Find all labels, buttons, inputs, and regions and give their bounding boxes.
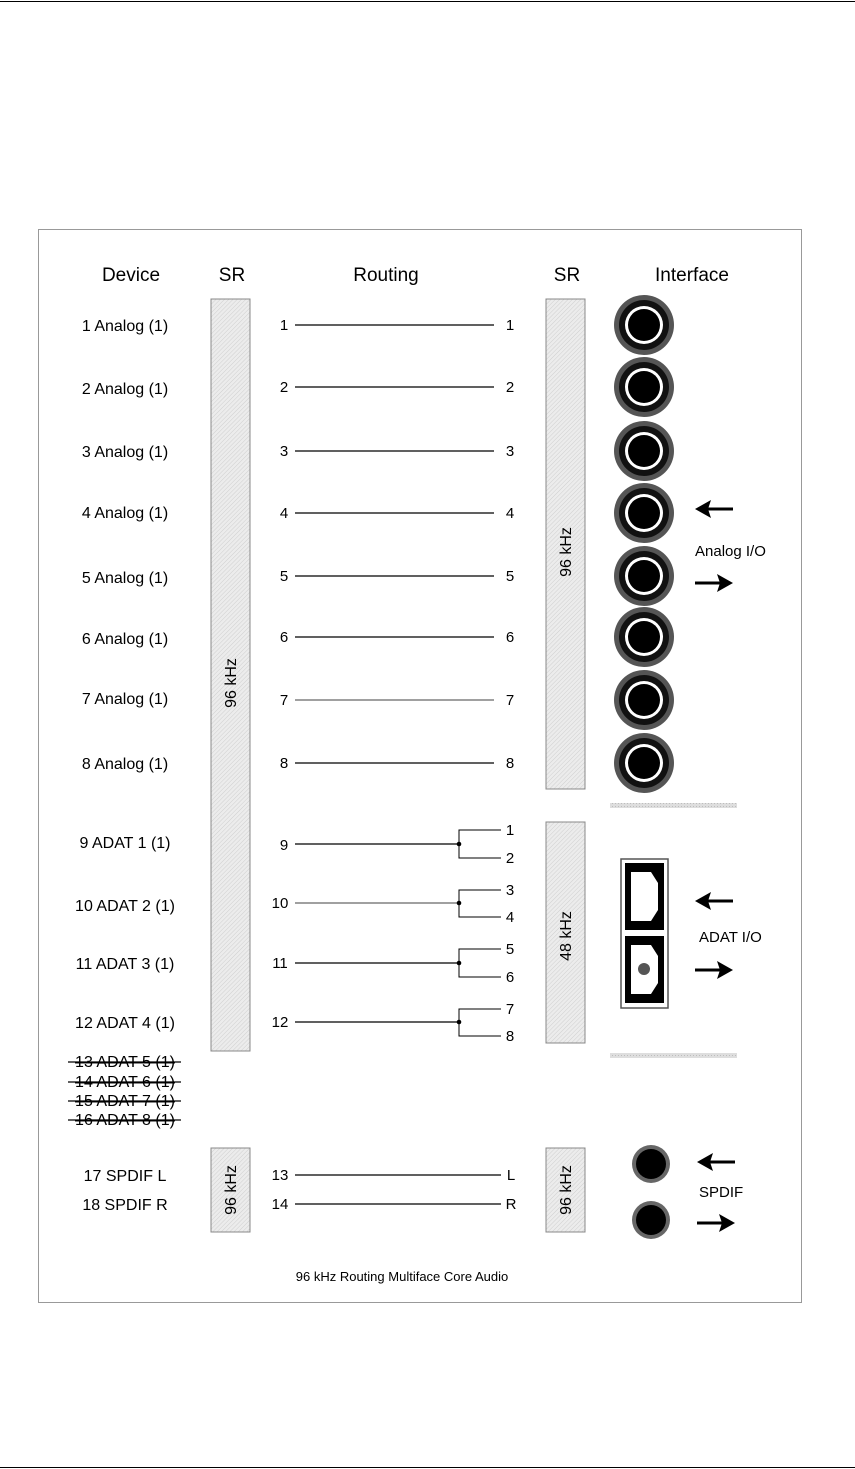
jack-socket-icon <box>614 421 674 481</box>
route-target-number: R <box>505 1196 517 1213</box>
route-target-number: 7 <box>505 692 515 709</box>
route-source-number: 2 <box>279 379 289 396</box>
route-line <box>272 1196 517 1213</box>
arrow-left-icon <box>695 500 733 518</box>
route-target-number: 3 <box>505 443 515 460</box>
route-line <box>280 755 514 772</box>
spdif-routing <box>272 1167 517 1213</box>
analog-routing <box>280 317 514 772</box>
route-line <box>280 629 514 646</box>
route-target-number: 6 <box>505 629 515 646</box>
disabled-device-list <box>68 1054 181 1129</box>
adat-io-label: ADAT I/O <box>699 929 762 946</box>
arrow-left-icon <box>695 892 733 910</box>
route-source-number: 3 <box>279 443 289 460</box>
route-target-number: 2 <box>505 850 515 867</box>
device-label: 4 Analog (1) <box>81 505 169 522</box>
device-label: 3 Analog (1) <box>81 444 169 461</box>
sr-bar-right-spdif-label: 96 kHz <box>558 1165 575 1215</box>
device-label: 6 Analog (1) <box>81 631 169 648</box>
route-source-number: 8 <box>279 755 289 772</box>
route-source-number: 11 <box>272 955 288 972</box>
device-label: 10 ADAT 2 (1) <box>75 898 175 915</box>
route-line <box>280 379 514 396</box>
device-label: 9 ADAT 1 (1) <box>79 835 171 852</box>
route-target-number: 5 <box>505 941 515 958</box>
route-split <box>272 882 515 926</box>
route-source-number: 12 <box>271 1014 289 1031</box>
header-interface: Interface <box>655 265 729 286</box>
arrow-right-icon <box>695 961 733 979</box>
disabled-device-label: 13 ADAT 5 (1) <box>75 1054 175 1071</box>
route-split <box>280 822 514 867</box>
route-target-number: 8 <box>505 1028 515 1045</box>
route-source-number: 1 <box>279 317 289 334</box>
device-label: 5 Analog (1) <box>81 570 169 587</box>
route-source-number: 7 <box>279 692 289 709</box>
route-line <box>280 568 514 585</box>
route-line <box>280 443 514 460</box>
disabled-device-label: 15 ADAT 7 (1) <box>75 1093 175 1110</box>
sr-bar-left-main-label: 96 kHz <box>223 658 240 708</box>
top-rule <box>0 1 855 2</box>
route-target-number: 7 <box>505 1001 515 1018</box>
device-label: 1 Analog (1) <box>81 318 169 335</box>
jack-socket-icon <box>614 357 674 417</box>
route-target-number: 2 <box>505 379 515 396</box>
route-line <box>272 1167 516 1184</box>
route-target-number: 8 <box>505 755 515 772</box>
route-split <box>272 1001 515 1045</box>
route-source-number: 6 <box>279 629 289 646</box>
route-target-number: 6 <box>505 969 515 986</box>
jack-socket-icon <box>614 483 674 543</box>
jack-socket-icon <box>614 295 674 355</box>
device-label: 7 Analog (1) <box>81 691 169 708</box>
arrow-right-icon <box>697 1214 735 1232</box>
routing-diagram <box>39 230 801 1302</box>
jack-socket-icon <box>614 607 674 667</box>
adat-routing <box>272 822 515 1045</box>
jack-socket-icon <box>614 670 674 730</box>
rca-socket-icon <box>632 1201 670 1239</box>
route-line <box>280 692 514 709</box>
sr-bar-right-analog <box>546 299 585 789</box>
section-separator <box>610 1053 737 1058</box>
route-source-number: 10 <box>271 895 289 912</box>
jack-socket-icon <box>614 733 674 793</box>
route-line <box>280 505 514 522</box>
route-target-number: 5 <box>505 568 515 585</box>
route-target-number: 1 <box>505 317 515 334</box>
disabled-device-label: 14 ADAT 6 (1) <box>75 1074 175 1091</box>
route-target-number: 1 <box>505 822 515 839</box>
route-source-number: 5 <box>279 568 289 585</box>
device-label: 11 ADAT 3 (1) <box>75 956 175 973</box>
rca-socket-icon <box>632 1145 670 1183</box>
bottom-rule <box>0 1467 855 1468</box>
device-label: 8 Analog (1) <box>81 756 169 773</box>
arrow-left-icon <box>697 1153 735 1171</box>
analog-jacks <box>614 295 674 793</box>
sr-bar-right-adat <box>546 822 585 1043</box>
route-source-number: 14 <box>271 1196 289 1213</box>
sr-bar-left-spdif <box>211 1148 250 1232</box>
header-sr-left: SR <box>218 265 246 286</box>
sr-bar-right-analog-label: 96 kHz <box>558 527 575 577</box>
spdif-device-label: 18 SPDIF R <box>82 1197 168 1214</box>
sr-bar-right-adat-label: 48 kHz <box>558 911 575 961</box>
sr-bar-left-main <box>211 299 250 1051</box>
disabled-device-label: 16 ADAT 8 (1) <box>75 1112 175 1129</box>
header-sr-right: SR <box>553 265 581 286</box>
routing-diagram-frame <box>38 229 802 1303</box>
route-line <box>280 317 514 334</box>
sr-bar-right-spdif <box>546 1148 585 1232</box>
header-routing: Routing <box>353 265 419 286</box>
spdif-label: SPDIF <box>699 1184 744 1201</box>
route-target-number: L <box>506 1167 516 1184</box>
sr-bar-left-spdif-label: 96 kHz <box>223 1165 240 1215</box>
diagram-caption: 96 kHz Routing Multiface Core Audio <box>295 1269 509 1284</box>
device-label: 2 Analog (1) <box>81 381 169 398</box>
route-target-number: 3 <box>505 882 515 899</box>
arrow-right-icon <box>695 574 733 592</box>
section-separator <box>610 803 737 808</box>
spdif-device-label: 17 SPDIF L <box>83 1168 167 1185</box>
route-split <box>272 941 514 986</box>
route-target-number: 4 <box>505 909 515 926</box>
route-source-number: 13 <box>271 1167 289 1184</box>
device-list <box>75 318 175 1032</box>
jack-socket-icon <box>614 546 674 606</box>
route-target-number: 4 <box>505 505 515 522</box>
optical-port-icon <box>621 859 668 1008</box>
analog-io-label: Analog I/O <box>695 543 766 560</box>
header-device: Device <box>101 265 161 286</box>
device-label: 12 ADAT 4 (1) <box>75 1015 175 1032</box>
route-source-number: 4 <box>279 505 289 522</box>
route-source-number: 9 <box>279 837 289 854</box>
